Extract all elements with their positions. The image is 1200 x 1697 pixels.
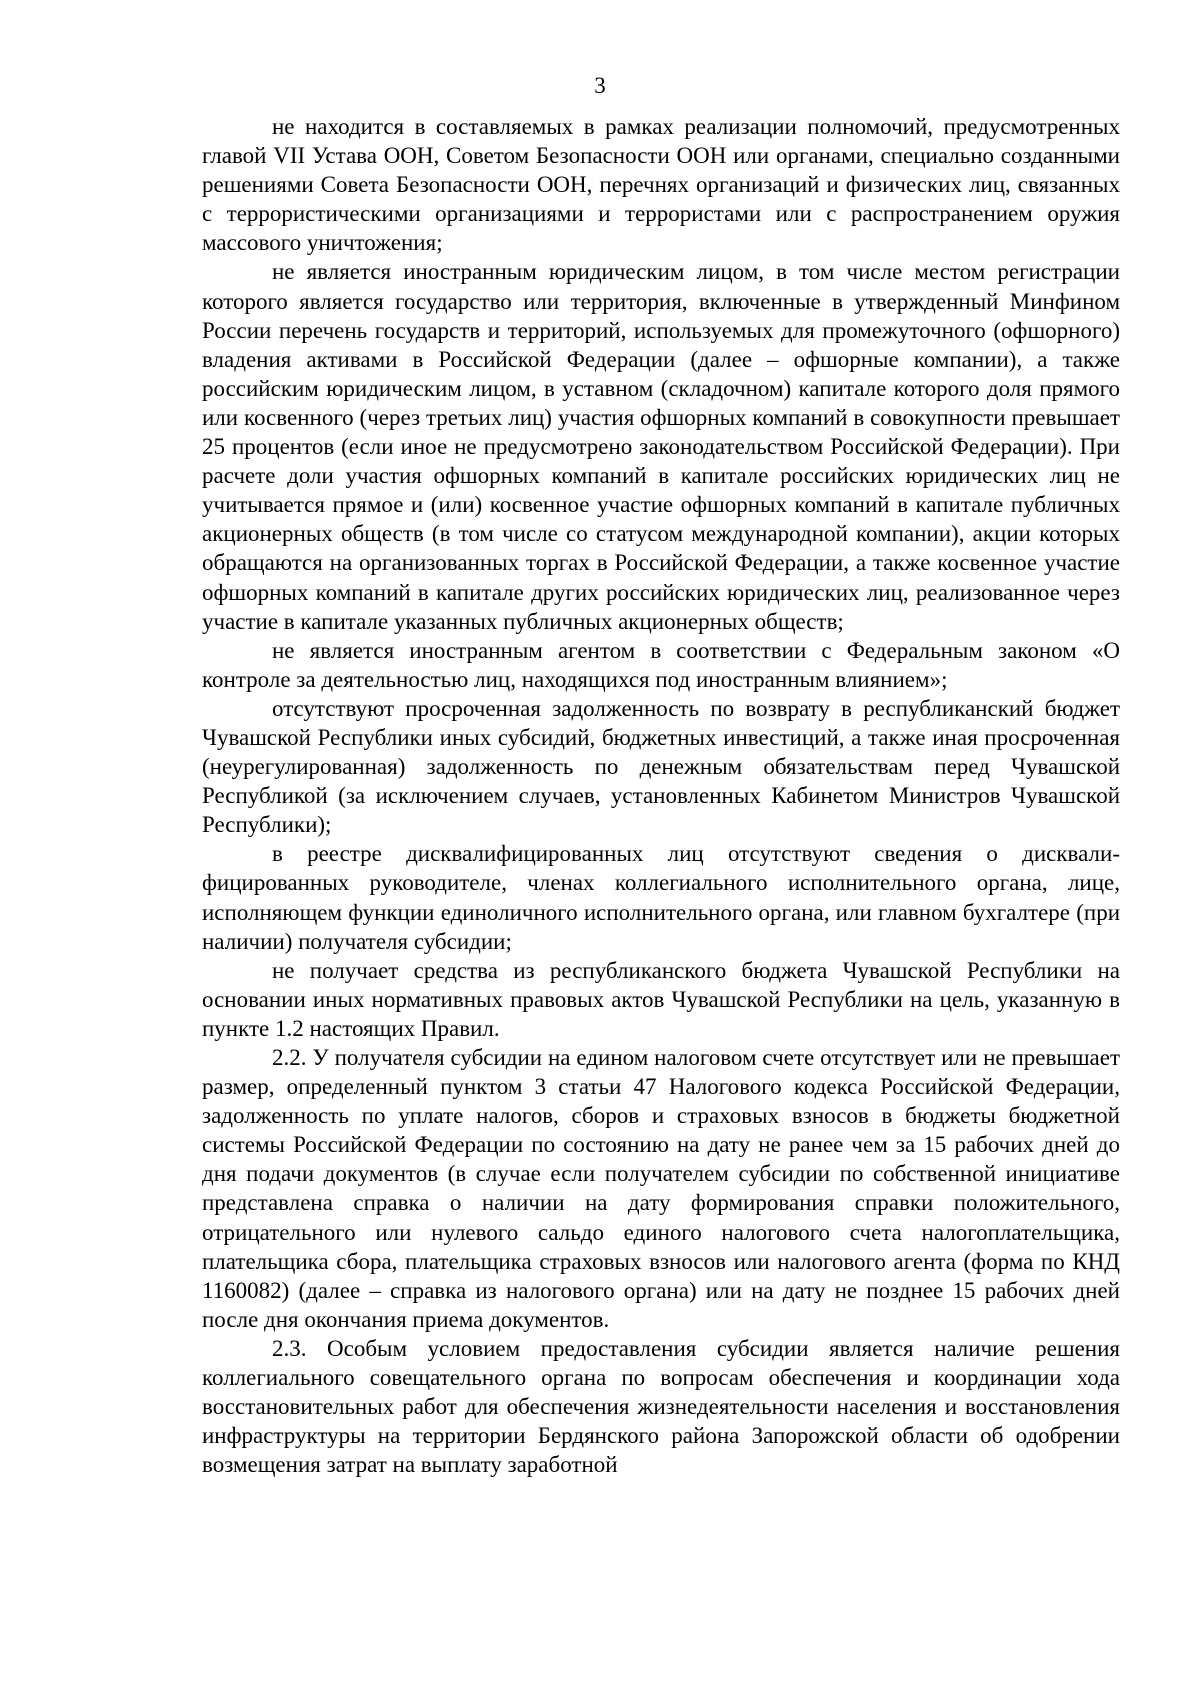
paragraph-disqualified-persons: в реестре дисквалифицированных лиц отсутствуют сведения о дисквалифицированных руководителе, членах коллегиального исполнительного органа, лице, исполняющем функции единоличного исполнительного органа, или главном бухгалтере (при наличии) получателя субсидии; [202, 841, 1120, 954]
paragraph-un-sanctions-list: не находится в составляемых в рамках реализации полномочий, предусмотренных главой VII Устава ООН, Советом Безопасности ООН или органами, специально созданными решениями Совета Безопасности ООН, перечнях организаций и физических лиц, связанных с террористическими организациями и террористами или с распространением оружия массового уничтожения; [202, 114, 1120, 256]
paragraph-other-funding: не получает средства из республиканского бюджета Чувашской Республики на основании иных нормативных правовых актов Чувашской Республики на цель, указанную в пункте 1.2 настоящих Правил. [202, 957, 1120, 1041]
paragraph-section-2-2-tax-debt: 2.2. У получателя субсидии на едином налоговом счете отсутствует или не превышает размер, определенный пунктом 3 статьи 47 Налогового кодекса Российской Федерации, задолженность по уплате налогов, сборов и страховых взносов в бюджеты бюджетной системы Российской Федерации по состоянию на дату не ранее чем за 15 рабочих дней до дня подачи документов (в случае если получателем субсидии по собственной инициативе представлена справка о наличии на дату формирования справки положительного, отрицательного или нулевого сальдо единого налогового счета налогоплательщика, плательщика сбора, плательщика страховых взносов или налогового агента (форма по КНД 1160082) (далее – справка из налогового органа) или на дату не позднее 15 рабочих дней после дня окончания приема документов. [202, 1045, 1120, 1332]
paragraph-foreign-agent: не является иностранным агентом в соответствии с Федеральным законом «О контроле за деятельностью лиц, находящихся под иностранным влиянием»; [202, 637, 1120, 692]
paragraph-overdue-debt: отсутствуют просроченная задолженность по возврату в республиканский бюджет Чувашской Республики иных субсидий, бюджетных инвестиций, а также иная просроченная (неурегулированная) задолженность по денежным обязательствам перед Чувашской Республикой (за исключением случаев, установленных Кабинетом Министров Чувашской Республики); [202, 695, 1120, 838]
paragraph-offshore-companies: не является иностранным юридическим лицом, в том числе местом регистрации которого является государство или территория, включенные в утвержденный Минфином России перечень государств и территорий, используемых для промежуточного (офшорного) владения активами в Российской Федерации (далее – офшорные компании), а также российским юридическим лицом, в уставном (складочном) капитале которого доля прямого или косвенного (через третьих лиц) участия офшорных компаний в совокупности превышает 25 процентов (если иное не предусмотрено законодательством Российской Федерации). При расчете доли участия офшорных компаний в капитале российских юридических лиц не учитывается прямое и (или) косвенное участие офшорных компаний в капитале публичных акционерных обществ (в том числе со статусом международной компании), акции которых обращаются на организованных торгах в Российской Федерации, а также косвенное участие офшорных компаний в капитале других российских юридических лиц, реализованное через участие в капитале указанных публичных акционерных обществ; [202, 259, 1120, 634]
page-number: 3 [594, 73, 606, 98]
document-body [202, 112, 1120, 1479]
paragraph-section-2-3-special-condition: 2.3. Особым условием предоставления субсидии является наличие решения коллегиального совещательного органа по вопросам обеспечения и координации хода восстановительных работ для обеспечения жизнедеятельности населения и восстановления инфраструктуры на территории Бердянского района Запорожской области об одобрении возмещения затрат на выплату заработной [202, 1335, 1120, 1478]
